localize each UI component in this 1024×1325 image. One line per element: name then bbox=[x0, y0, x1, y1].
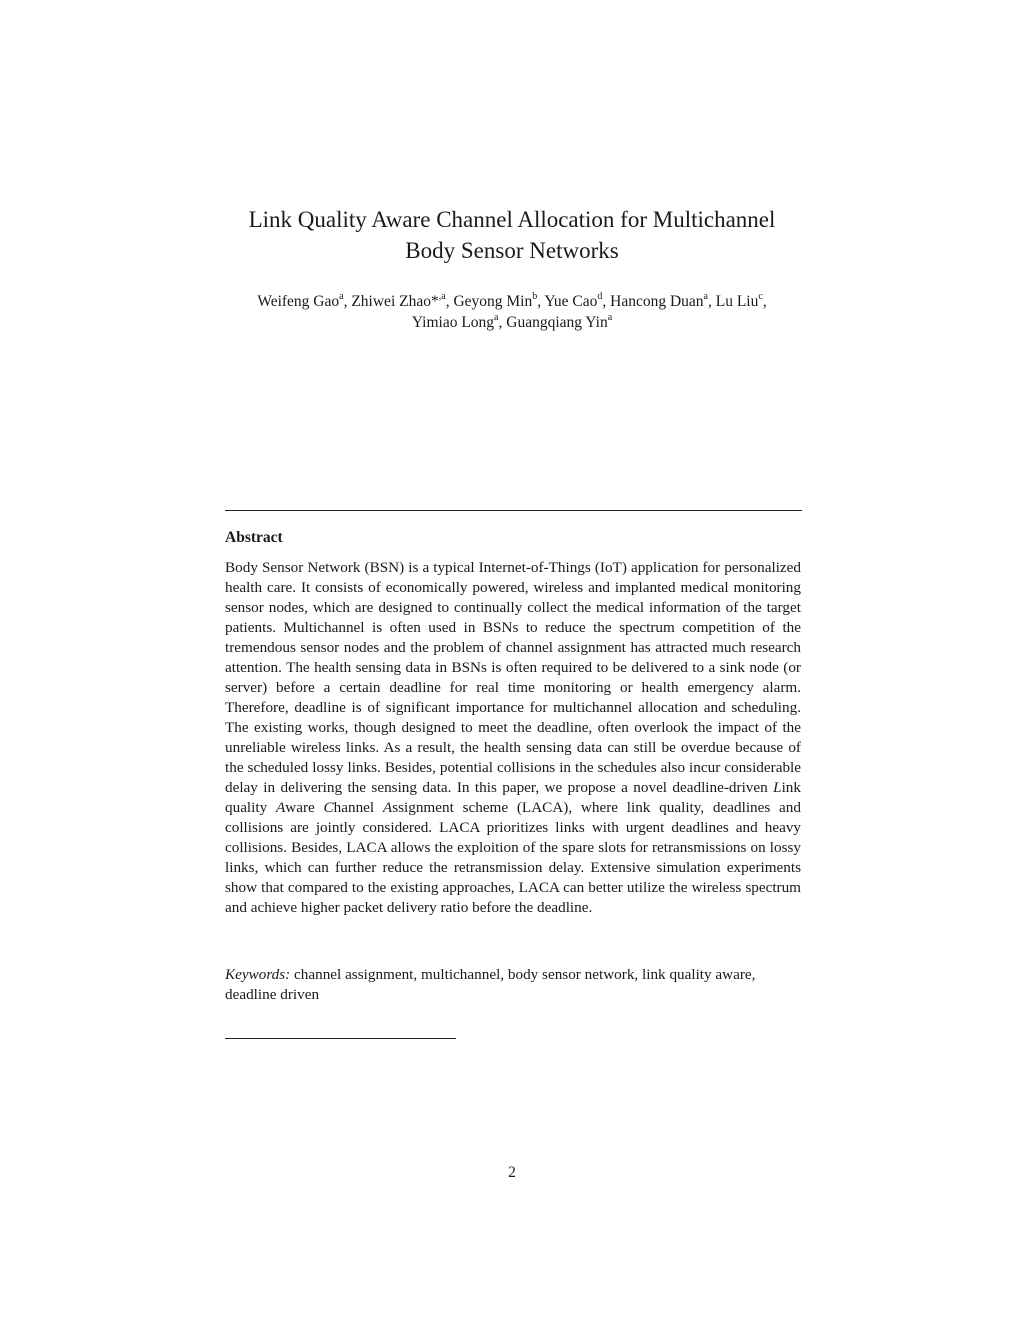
author-line-2 bbox=[0, 312, 1024, 333]
author-affiliation: a bbox=[607, 311, 613, 323]
author-name: Yimiao Long bbox=[411, 314, 495, 331]
keywords-text: channel assignment, multichannel, body sensor network, link quality aware, deadline driven bbox=[225, 966, 756, 1003]
author-affiliation: a bbox=[339, 290, 344, 302]
author-separator: , bbox=[445, 293, 454, 310]
title-line-2: Body Sensor Networks bbox=[405, 238, 619, 263]
author-affiliation: a bbox=[494, 311, 499, 323]
footnote-rule bbox=[225, 1038, 456, 1039]
author-separator: , bbox=[343, 293, 352, 310]
keywords-label: Keywords: bbox=[225, 966, 291, 983]
author-separator: , bbox=[498, 314, 507, 331]
author-line-1 bbox=[0, 291, 1024, 312]
author-separator: , bbox=[762, 293, 767, 310]
abstract-heading: Abstract bbox=[225, 529, 283, 546]
author-name: Weifeng Gao bbox=[257, 293, 340, 310]
title-line-1: Link Quality Aware Channel Allocation for Multichannel bbox=[248, 207, 776, 232]
acronym-letter: C bbox=[323, 799, 334, 816]
author-affiliation: a bbox=[703, 290, 708, 302]
acronym-letter: A bbox=[275, 799, 286, 816]
abstract-body bbox=[225, 558, 801, 918]
author-affiliation: b bbox=[532, 290, 538, 302]
author-name: Yue Cao bbox=[544, 293, 598, 310]
acronym-letter: L bbox=[773, 779, 782, 796]
abstract-text-part: hannel bbox=[333, 799, 383, 816]
abstract-text-part: ssignment scheme (LACA), where link quality, deadlines and collisions are jointly considered. LACA prioritizes links with urgent deadlines and heavy collisions. Besides, LACA allows the exploition of the spare slots for retransmissions on lossy links, which can further reduce the retransmission delay. Extensive simulation experiments show that compared to the existing approaches, LACA can better utilize the wireless spectrum and achieve higher packet delivery ratio before the deadline. bbox=[225, 799, 801, 916]
author-name: Geyong Min bbox=[453, 293, 533, 310]
author-separator: , bbox=[537, 293, 545, 310]
author-name: Lu Liu bbox=[715, 293, 759, 310]
author-affiliation: c bbox=[758, 290, 763, 302]
author-name: Guangqiang Yin bbox=[506, 314, 608, 331]
author-affiliation: d bbox=[597, 290, 603, 302]
paper-title bbox=[0, 204, 1024, 266]
author-list bbox=[0, 291, 1024, 333]
author-affiliation: ,a bbox=[438, 290, 446, 302]
page-number: 2 bbox=[508, 1164, 516, 1181]
abstract-text-part: ink quality bbox=[225, 779, 801, 816]
author-name: Zhiwei Zhao* bbox=[351, 293, 439, 310]
author-separator: , bbox=[707, 293, 716, 310]
keywords bbox=[225, 965, 801, 1005]
abstract-top-rule bbox=[225, 510, 802, 511]
abstract-text-part: Body Sensor Network (BSN) is a typical Internet-of-Things (IoT) application for personalized health care. It consists of economically powered, wireless and implanted medical monitoring sensor nodes, which are designed to continually collect the medical information of the target patients. Multichannel is often used in BSNs to reduce the spectrum competition of the tremendous sensor nodes and the problem of channel assignment has attracted much research attention. The health sensing data in BSNs is often required to be delivered to a sink node (or server) before a certain deadline for real time monitoring or health emergency alarm. Therefore, deadline is of significant importance for multichannel allocation and scheduling. The existing works, though designed to meet the deadline, often overlook the impact of the unreliable wireless links. As a result, the health sensing data can still be overdue because of the scheduled lossy links. Besides, potential collisions in the schedules also incur considerable delay in delivering the sensing data. In this paper, we propose a novel deadline-driven bbox=[225, 559, 801, 796]
acronym-letter: A bbox=[382, 799, 393, 816]
abstract-text-part: ware bbox=[285, 799, 324, 816]
author-separator: , bbox=[602, 293, 611, 310]
author-name: Hancong Duan bbox=[610, 293, 704, 310]
